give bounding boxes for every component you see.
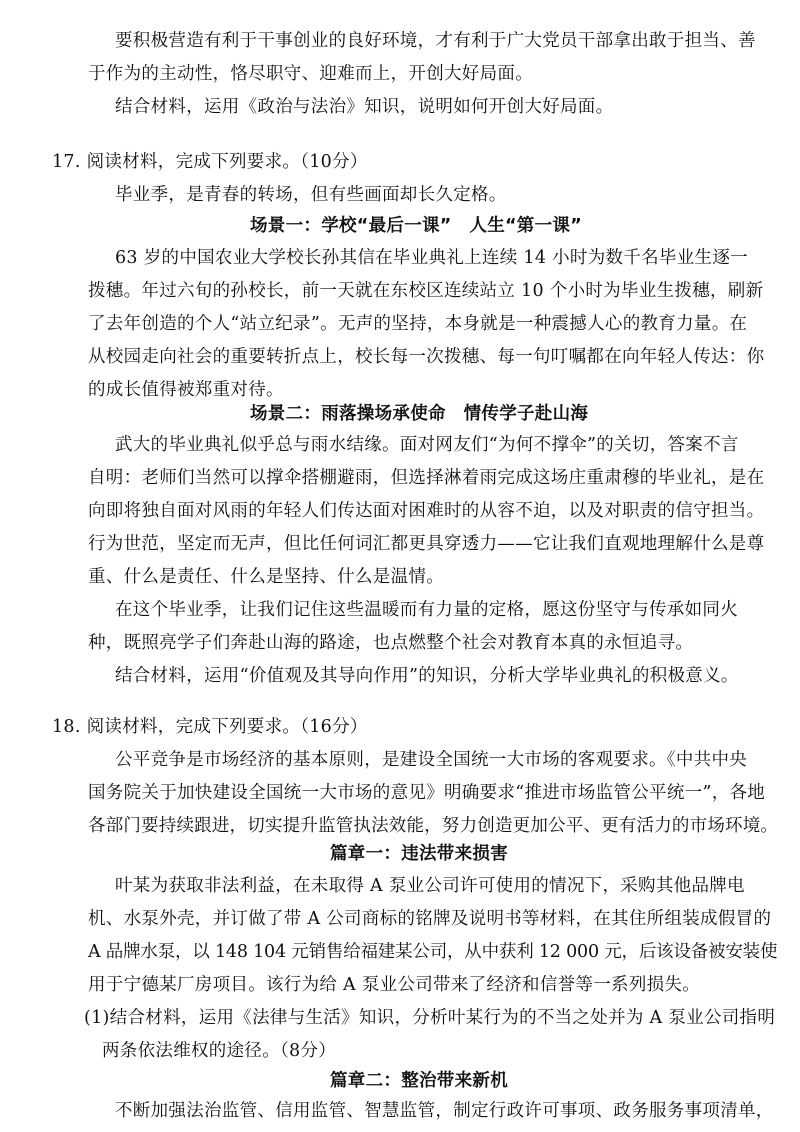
text-line: 63 岁的中国农业大学校长孙其信在毕业典礼上连续 14 小时为数千名毕业生逐一: [115, 248, 748, 268]
text-line: 武大的毕业典礼似乎总与雨水结缘。面对网友们“为何不撑伞”的关切，答案不言: [115, 435, 739, 455]
text-line: 从校园走向社会的重要转折点上，校长每一次拨穗、每一句叮嘱都在向年轻人传达：你: [88, 347, 765, 367]
text-line: 要积极营造有利于干事创业的良好环境，才有利于广大党员干部拿出敢于担当、善: [115, 31, 756, 51]
instruction-line: 结合材料，运用“价值观及其导向作用”的知识，分析大学毕业典礼的积极意义。: [115, 666, 739, 686]
text-line: 重、什么是责任、什么是坚持、什么是温情。: [88, 567, 444, 587]
text-line: 不断加强法治监管、信用监管、智慧监管，制定行政许可事项、政务服务事项清单，: [115, 1101, 774, 1121]
text-line: 机、水泵外壳，并订做了带 A 公司商标的铭牌及说明书等材料，在其住所组装成假冒的: [88, 909, 772, 929]
text-line: 拨穗。年过六旬的孙校长，前一天就在东校区连续站立 10 个小时为毕业生拨穗，刷新: [88, 281, 764, 301]
section-heading: 篇章二：整治带来新机: [330, 1071, 508, 1091]
text-line: 于作为的主动性，恪尽职守、迎难而上，开创大好局面。: [88, 64, 533, 84]
text-line: 自明：老师们当然可以撑伞搭棚避雨，但选择淋着雨完成这场庄重肃穆的毕业礼，是在: [88, 468, 765, 488]
text-line: 国务院关于加快建设全国统一大市场的意见》明确要求“推进市场监管公平统一”，各地: [88, 783, 766, 803]
section-heading: 场景一：学校“最后一课” 人生“第一课”: [250, 216, 583, 236]
text-line: 的成长值得被郑重对待。: [88, 380, 284, 400]
subquestion-1: (1)结合材料，运用《法律与生活》知识，分析叶某行为的不当之处并为 A 泵业公司指明: [84, 1008, 776, 1028]
text-line: 向即将独自面对风雨的年轻人们传达面对困难时的从容不迫，以及对职责的信守担当。: [88, 501, 765, 521]
question-17-title: 17. 阅读材料，完成下列要求。（10分）: [52, 152, 368, 172]
text-line: 各部门要持续跟进，切实提升监管执法效能，努力创造更加公平、更有活力的市场环境。: [88, 816, 779, 836]
section-heading: 篇章一：违法带来损害: [330, 844, 508, 864]
text-line: A 品牌水泵，以 148 104 元销售给福建某公司，从中获利 12 000 元，后该设备被安装使: [88, 942, 778, 962]
instruction-line: 结合材料，运用《政治与法治》知识，说明如何开创大好局面。: [115, 97, 614, 117]
text-line: 用于宁德某厂房项目。该行为给 A 泵业公司带来了经济和信誉等一系列损失。: [88, 975, 701, 995]
text-line: 公平竞争是市场经济的基本原则，是建设全国统一大市场的客观要求。《中共中央: [115, 750, 748, 770]
question-18-title: 18. 阅读材料，完成下列要求。（16分）: [52, 717, 368, 737]
text-line: 了去年创造的个人“站立纪录”。无声的坚持，本身就是一种震撼人心的教育力量。在: [88, 314, 748, 334]
text-line: 行为世范，坚定而无声，但比任何词汇都更具穿透力——它让我们直观地理解什么是尊: [88, 534, 765, 554]
text-line: 叶某为获取非法利益，在未取得 A 泵业公司许可使用的情况下，采购其他品牌电: [115, 876, 745, 896]
text-line: 种，既照亮学子们奔赴山海的路途，也点燃整个社会对教育本真的永恒追寻。: [88, 633, 694, 653]
subquestion-1-cont: 两条依法维权的途径。（8分）: [102, 1041, 337, 1061]
text-line: 在这个毕业季，让我们记住这些温暖而有力量的定格，愿这份坚守与传承如同火: [115, 600, 738, 620]
text-line: 毕业季，是青春的转场，但有些画面却长久定格。: [115, 185, 507, 205]
section-heading: 场景二：雨落操场承使命 情传学子赴山海: [250, 404, 589, 424]
